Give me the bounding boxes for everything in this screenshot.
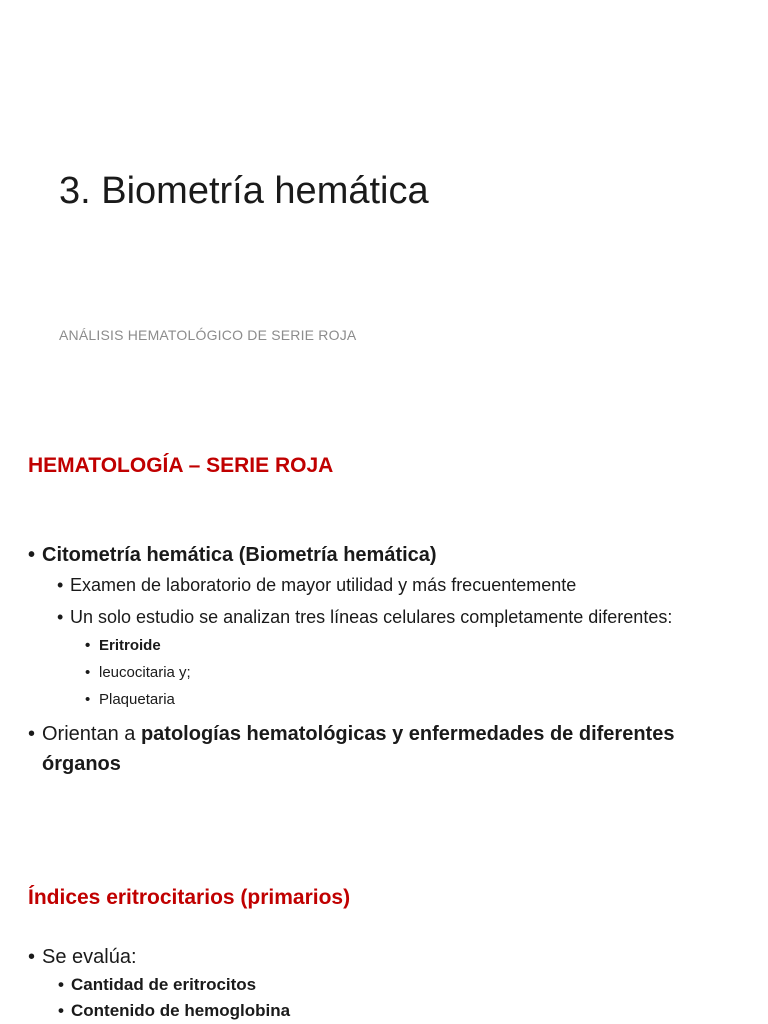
sub-bullet-item: [57, 604, 748, 630]
bullet-dot-icon: •: [57, 575, 64, 595]
sub-bullet-text: Examen de laboratorio de mayor utilidad y más frecuentemente: [70, 575, 577, 595]
bullet-list-serie-roja: [28, 540, 748, 779]
sub-bullet-item: [58, 972, 748, 998]
sub-bullet-text: Contenido de hemoglobina: [71, 1001, 291, 1020]
section-heading-indices: Índices eritrocitarios (primarios): [28, 886, 351, 909]
sub-sub-bullet-item: [85, 632, 748, 659]
slide-subtitle: ANÁLISIS HEMATOLÓGICO DE SERIE ROJA: [59, 327, 357, 343]
bullet-dot-icon: •: [58, 1001, 64, 1020]
bullet-list-indices: [28, 942, 748, 1024]
slide-title: 3. Biometría hemática: [59, 170, 429, 212]
bullet-dot-icon: •: [28, 723, 36, 745]
bullet-item: [28, 942, 748, 972]
sub-sub-bullet-text: Eritroide: [99, 637, 161, 654]
sub-sub-bullet-text: Plaquetaria: [99, 691, 175, 708]
sub-bullet-item: [57, 572, 748, 598]
bullet-text-prefix: Orientan a: [42, 723, 141, 745]
sub-bullet-item: [58, 998, 748, 1024]
sub-bullet-text: Un solo estudio se analizan tres líneas celulares completamente diferentes:: [70, 607, 673, 627]
section-heading-serie-roja: HEMATOLOGÍA – SERIE ROJA: [28, 454, 334, 477]
bullet-dot-icon: •: [28, 544, 36, 566]
bullet-text-emphasis: patologías hematológicas y enfermedades de diferentes órganos: [42, 723, 675, 775]
sub-sub-bullet-text: leucocitaria y;: [99, 664, 191, 681]
bullet-dot-icon: •: [28, 946, 36, 968]
bullet-dot-icon: •: [85, 691, 91, 708]
bullet-item: [28, 719, 748, 779]
bullet-dot-icon: •: [85, 637, 91, 654]
sub-sub-bullet-item: [85, 686, 748, 713]
bullet-dot-icon: •: [58, 975, 64, 994]
bullet-text: Citometría hemática (Biometría hemática): [42, 544, 437, 566]
bullet-item: [28, 540, 748, 570]
sub-sub-bullet-item: [85, 659, 748, 686]
bullet-dot-icon: •: [57, 607, 64, 627]
sub-bullet-text: Cantidad de eritrocitos: [71, 975, 257, 994]
bullet-dot-icon: •: [85, 664, 91, 681]
bullet-text: Se evalúa:: [42, 946, 137, 968]
